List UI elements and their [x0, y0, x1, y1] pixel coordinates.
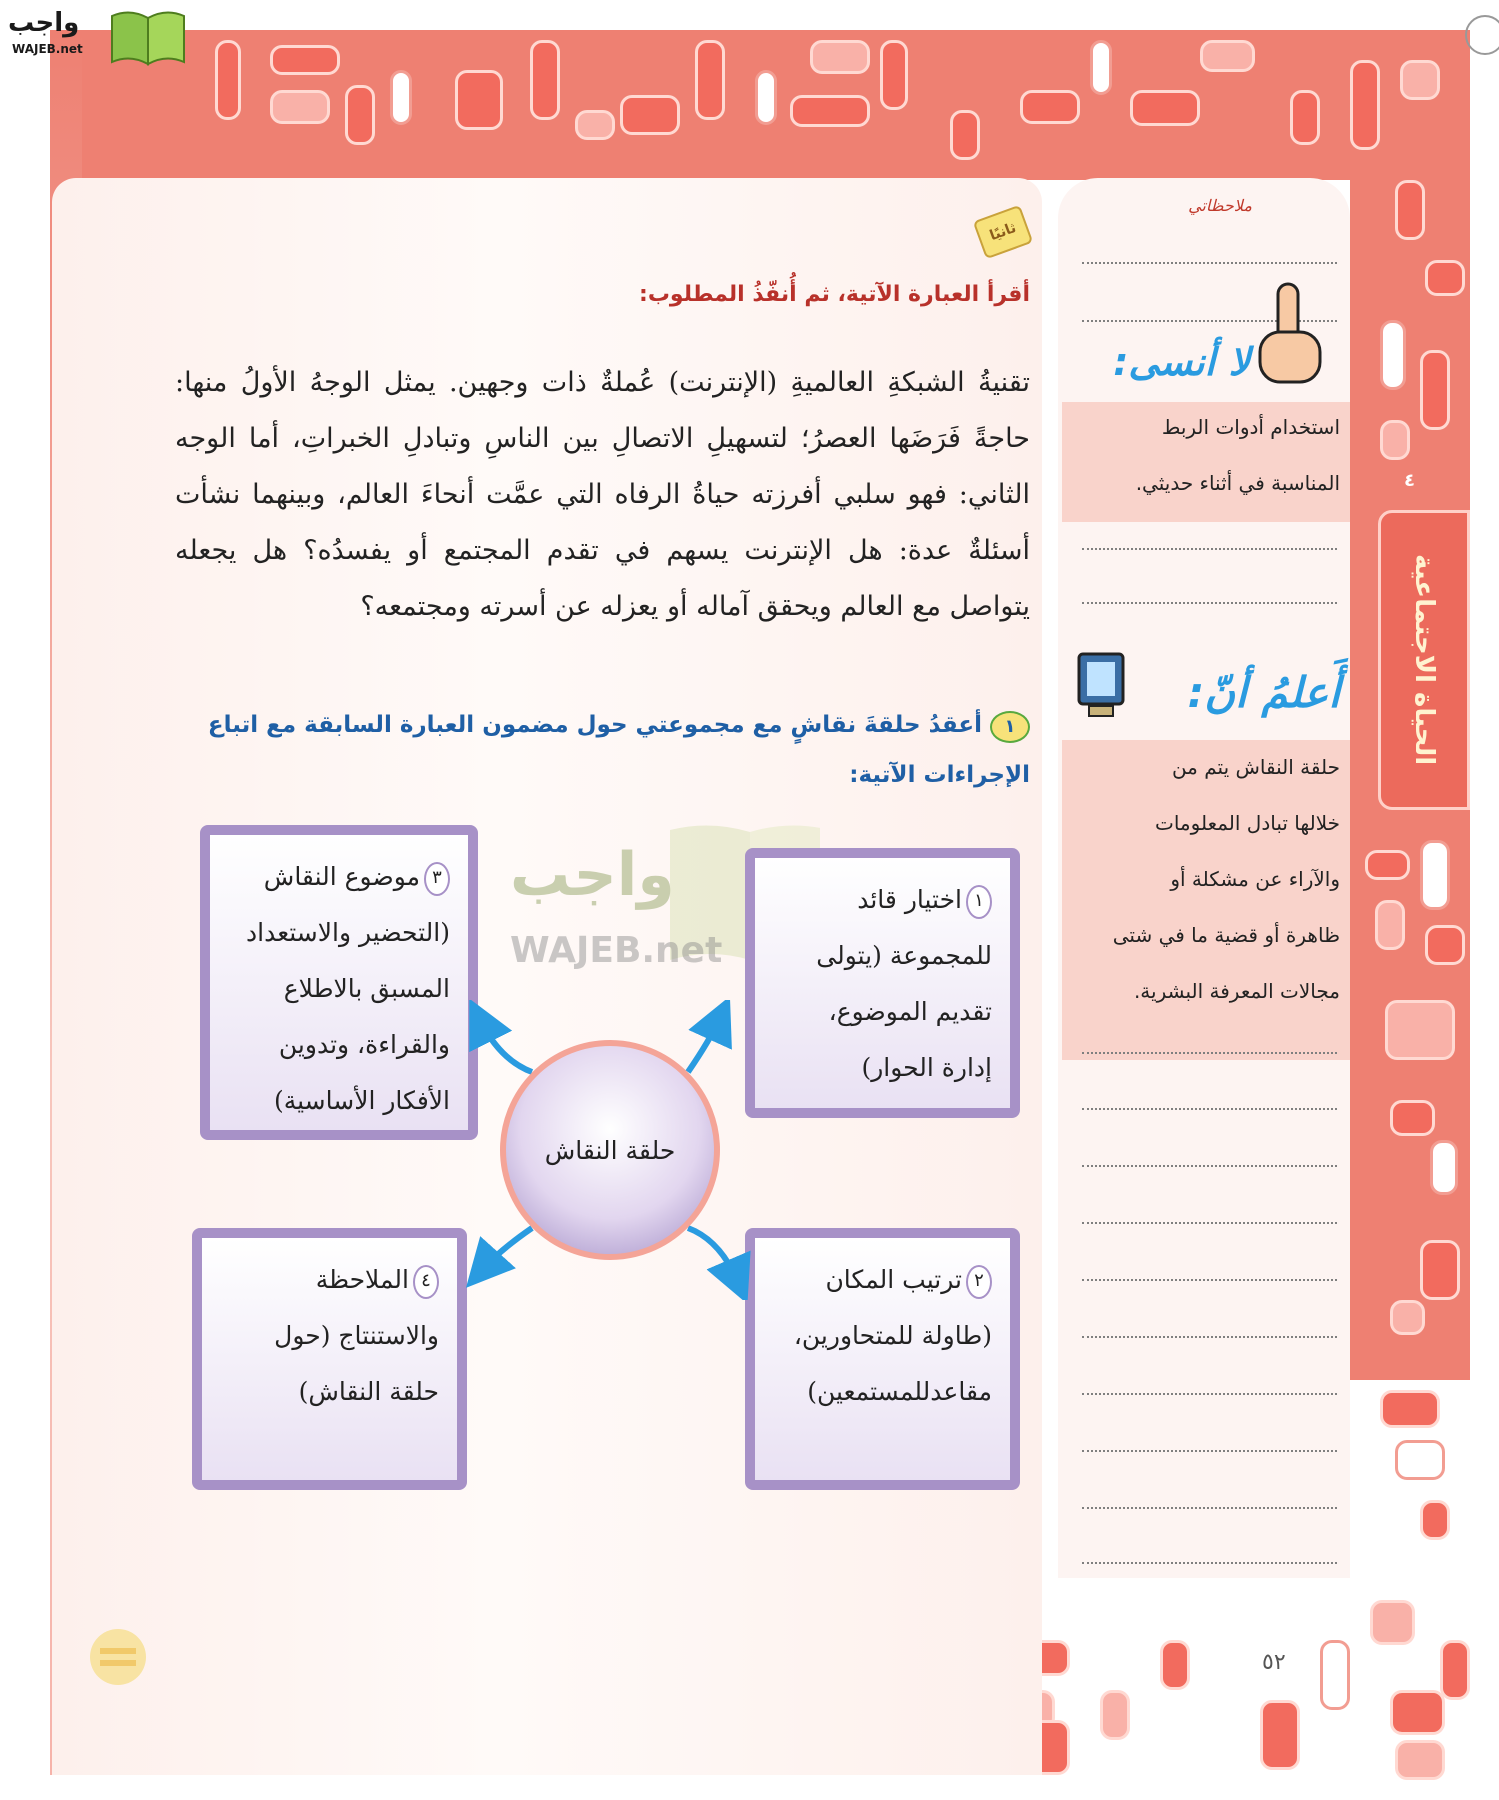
- know-that-line-5: مجالات المعرفة البشرية.: [1133, 979, 1340, 1003]
- diagram-center: [500, 1040, 720, 1260]
- know-that-line-2: خلالها تبادل المعلومات: [1155, 811, 1340, 835]
- know-that-band: [1062, 740, 1350, 1060]
- diagram-center-label: حلقة النقاش: [544, 1135, 676, 1165]
- dont-forget-line-2: المناسبة في أثناء حديثي.: [1135, 471, 1340, 495]
- box-number: ٤: [413, 1265, 439, 1299]
- pointing-hand-icon: [1250, 280, 1330, 390]
- publisher-emblem-icon: [86, 1625, 150, 1689]
- box-text: ترتيب المكان (طاولة للمتحاورين، مقاعدللمستمعين): [793, 1265, 992, 1406]
- know-that-title: أَعلمُ أنّ:: [1187, 668, 1340, 717]
- box-number: ٢: [966, 1265, 992, 1299]
- question-text: أعقدُ حلقةَ نقاشٍ مع مجموعتي حول مضمون العبارة السابقة مع اتباع الإجراءات الآتية:: [207, 712, 1030, 788]
- know-that-line-4: ظاهرة أو قضية ما في شتى: [1112, 923, 1340, 947]
- box-number: ٣: [424, 862, 450, 896]
- watermark-arabic: واجب: [510, 840, 675, 910]
- diagram-box-3: [200, 825, 478, 1140]
- dont-forget-line-1: استخدام أدوات الربط: [1161, 415, 1340, 439]
- know-that-line-1: حلقة النقاش يتم من: [1171, 755, 1340, 779]
- chapter-tab-number: ٤: [1404, 470, 1415, 491]
- logo-latin: WAJEB.net: [12, 42, 83, 56]
- box-number: ١: [966, 885, 992, 919]
- know-that-line-3: والآراء عن مشكلة أو: [1170, 867, 1340, 891]
- diagram-box-1: [745, 848, 1020, 1118]
- notes-title: ملاحظاتي: [1188, 196, 1252, 215]
- arrow-to-box-1: [688, 1018, 720, 1072]
- logo-arabic: واجب: [8, 8, 80, 38]
- box-text: الملاحظة والاستنتاج (حول حلقة النقاش): [274, 1265, 439, 1406]
- question-number: ١: [990, 711, 1030, 743]
- watermark-latin: WAJEB.net: [510, 930, 723, 971]
- computer-monitor-icon: [1065, 650, 1135, 730]
- section-tag: ثانيًا: [973, 205, 1034, 260]
- reading-paragraph: تقنيةُ الشبكةِ العالميةِ (الإنترنت) عُملةٌ ذات وجهين. يمثل الوجهُ الأولُ منها: حاجةً فَرَضَها العصرُ؛ لتسهيلِ الاتصالِ بين الناسِ وتبادلِ الخبراتِ، أما الوجه الثاني: فهو سلبي أفرزته حياةُ الرفاه التي عمَّت أنحاءَ العالم، وبينهما نشأت أسئلةٌ عدة: هل الإنترنت يسهم في تقدم المجتمع أو يفسدُه؟ هل يجعله يتواصل مع العالم ويحقق آماله أو يعزله عن أسرته ومجتمعه؟: [175, 367, 1030, 622]
- box-text: موضوع النقاش (التحضير والاستعداد المسبق بالاطلاع والقراءة، وتدوين الأفكار الأساسية): [246, 862, 450, 1115]
- corner-mark: [1465, 15, 1499, 55]
- page-number: ٥٢: [1262, 1650, 1286, 1675]
- chapter-tab-label: الحياة الاجتماعية: [1409, 554, 1439, 766]
- question-1: [175, 700, 1030, 800]
- book-logo-icon: [108, 6, 188, 66]
- arrow-to-box-2: [688, 1228, 738, 1282]
- instruction-heading: أقرأ العبارة الآتية، ثم أُنفّذُ المطلوب:: [639, 282, 1030, 307]
- diagram-box-4: [192, 1228, 467, 1490]
- box-text: اختيار قائد للمجموعة (يتولى تقديم الموضوع، إدارة الحوار): [816, 885, 992, 1082]
- diagram-box-2: [745, 1228, 1020, 1490]
- arrow-to-box-3: [480, 1020, 532, 1072]
- arrow-to-box-4: [482, 1228, 532, 1270]
- dont-forget-title: لا أنسى:: [1113, 340, 1250, 384]
